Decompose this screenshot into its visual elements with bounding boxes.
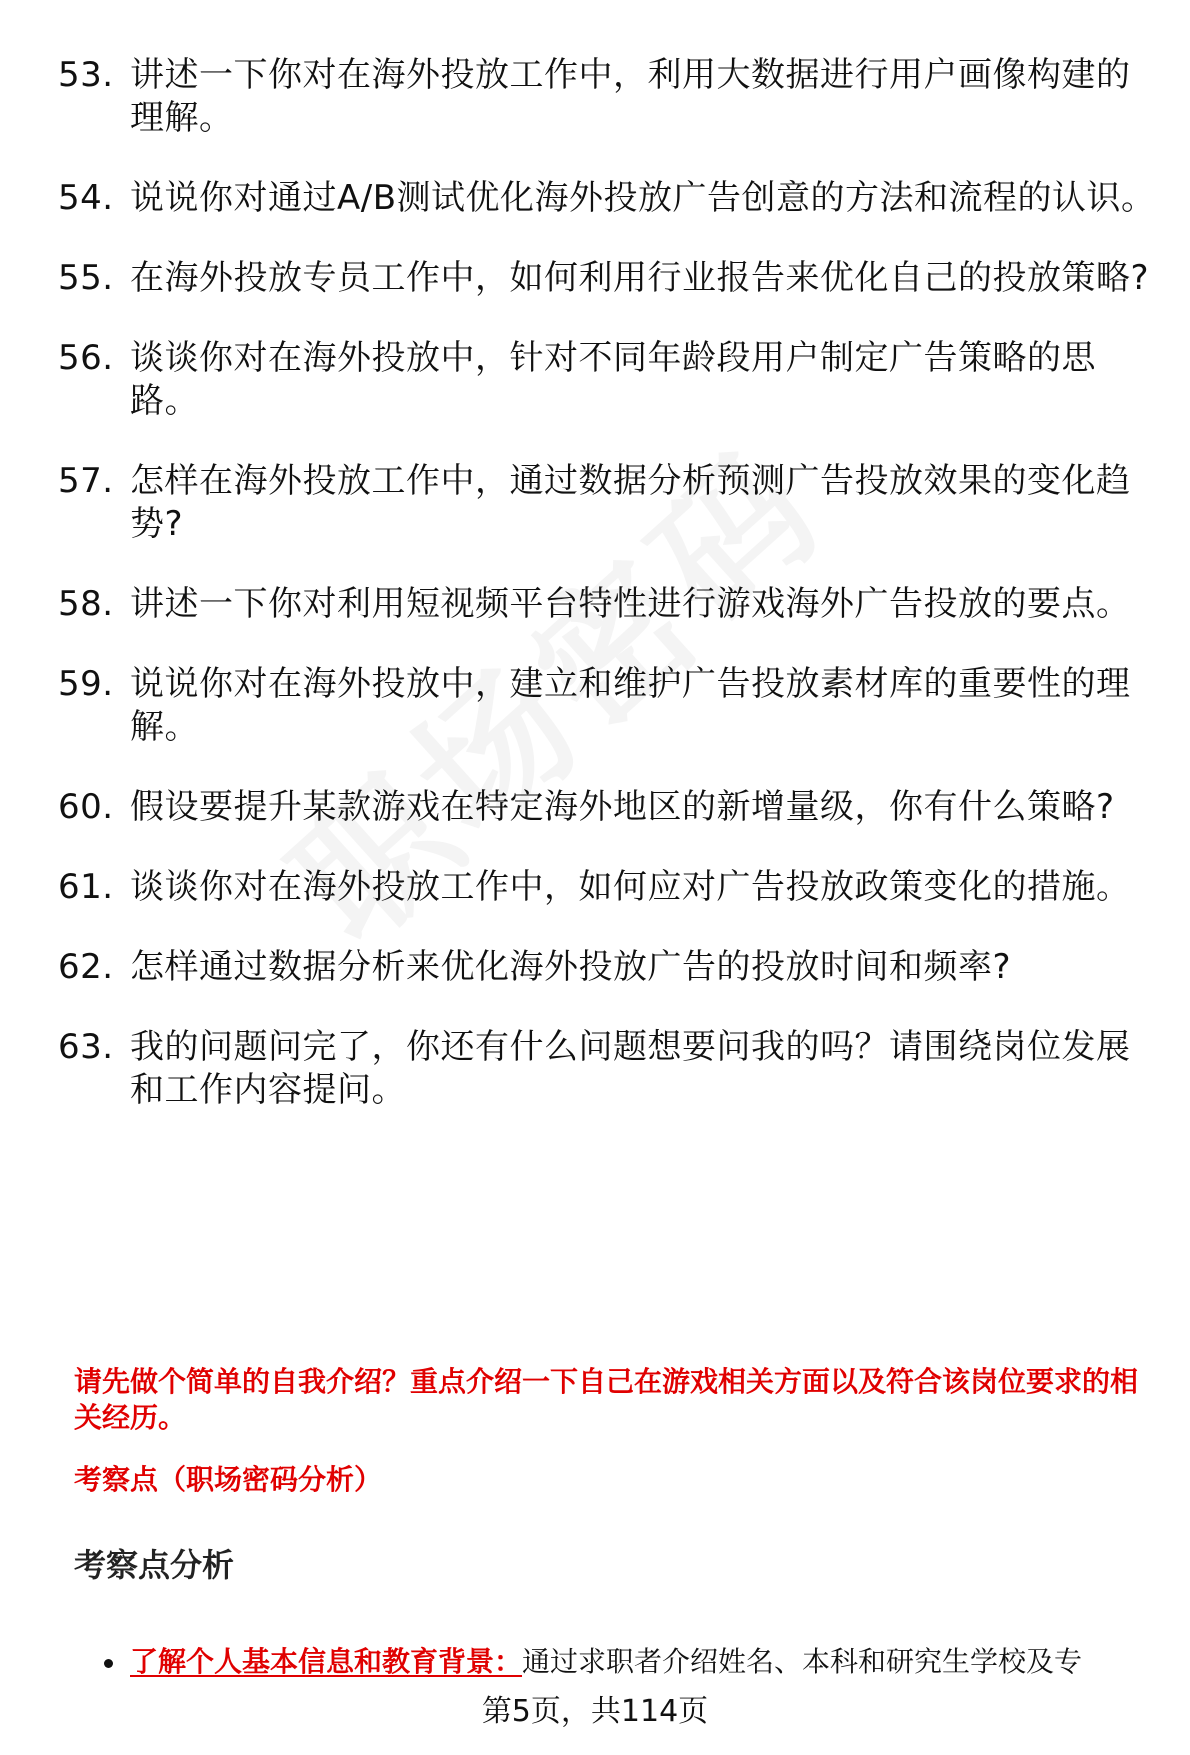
question-item bbox=[58, 54, 1158, 140]
question-text: 讲述一下你对在海外投放工作中，利用大数据进行用户画像构建的理解。 bbox=[130, 55, 1131, 138]
question-text: 谈谈你对在海外投放中，针对不同年龄段用户制定广告策略的思路。 bbox=[130, 338, 1096, 421]
question-item bbox=[58, 583, 1158, 626]
question-text: 我的问题问完了，你还有什么问题想要问我的吗？请围绕岗位发展和工作内容提问。 bbox=[130, 1027, 1131, 1110]
analysis-heading: 考察点分析 bbox=[74, 1546, 235, 1584]
question-text: 谈谈你对在海外投放工作中，如何应对广告投放政策变化的措施。 bbox=[130, 867, 1131, 907]
question-text: 怎样通过数据分析来优化海外投放广告的投放时间和频率? bbox=[130, 947, 1012, 987]
question-item bbox=[58, 460, 1158, 546]
question-number: 57. bbox=[58, 461, 114, 501]
analysis-bullet-item bbox=[100, 1644, 1170, 1680]
question-text: 在海外投放专员工作中，如何利用行业报告来优化自己的投放策略? bbox=[130, 258, 1150, 298]
question-number: 63. bbox=[58, 1027, 114, 1067]
question-list bbox=[58, 54, 1158, 1149]
question-text: 说说你对在海外投放中，建立和维护广告投放素材库的重要性的理解。 bbox=[130, 664, 1131, 747]
question-item bbox=[58, 257, 1158, 300]
question-number: 56. bbox=[58, 338, 114, 378]
intro-question: 请先做个简单的自我介绍？重点介绍一下自己在游戏相关方面以及符合该岗位要求的相关经历。 bbox=[74, 1365, 1139, 1434]
question-item bbox=[58, 866, 1158, 909]
question-item bbox=[58, 663, 1158, 749]
question-number: 54. bbox=[58, 178, 114, 218]
intro-section bbox=[74, 1364, 1164, 1498]
question-item bbox=[58, 177, 1158, 220]
question-text: 怎样在海外投放工作中，通过数据分析预测广告投放效果的变化趋势? bbox=[130, 461, 1131, 544]
bullet-dot-icon bbox=[104, 1659, 113, 1668]
analysis-bullet-list bbox=[100, 1644, 1170, 1680]
question-number: 62. bbox=[58, 947, 114, 987]
bullet-title: 了解个人基本信息和教育背景： bbox=[130, 1645, 523, 1678]
question-item bbox=[58, 946, 1158, 989]
question-item bbox=[58, 786, 1158, 829]
question-number: 59. bbox=[58, 664, 114, 704]
question-number: 53. bbox=[58, 55, 114, 95]
page-footer: 第5页，共114页 bbox=[0, 1692, 1190, 1732]
question-item bbox=[58, 337, 1158, 423]
question-text: 讲述一下你对利用短视频平台特性进行游戏海外广告投放的要点。 bbox=[130, 584, 1131, 624]
question-text: 假设要提升某款游戏在特定海外地区的新增量级，你有什么策略? bbox=[130, 787, 1115, 827]
bullet-description: 通过求职者介绍姓名、本科和研究生学校及专 bbox=[522, 1645, 1083, 1678]
question-number: 55. bbox=[58, 258, 114, 298]
question-number: 58. bbox=[58, 584, 114, 624]
examine-point-label: 考察点（职场密码分析） bbox=[74, 1463, 383, 1496]
question-number: 60. bbox=[58, 787, 114, 827]
question-number: 61. bbox=[58, 867, 114, 907]
question-text: 说说你对通过A/B测试优化海外投放广告创意的方法和流程的认识。 bbox=[130, 178, 1156, 218]
question-item bbox=[58, 1026, 1158, 1112]
